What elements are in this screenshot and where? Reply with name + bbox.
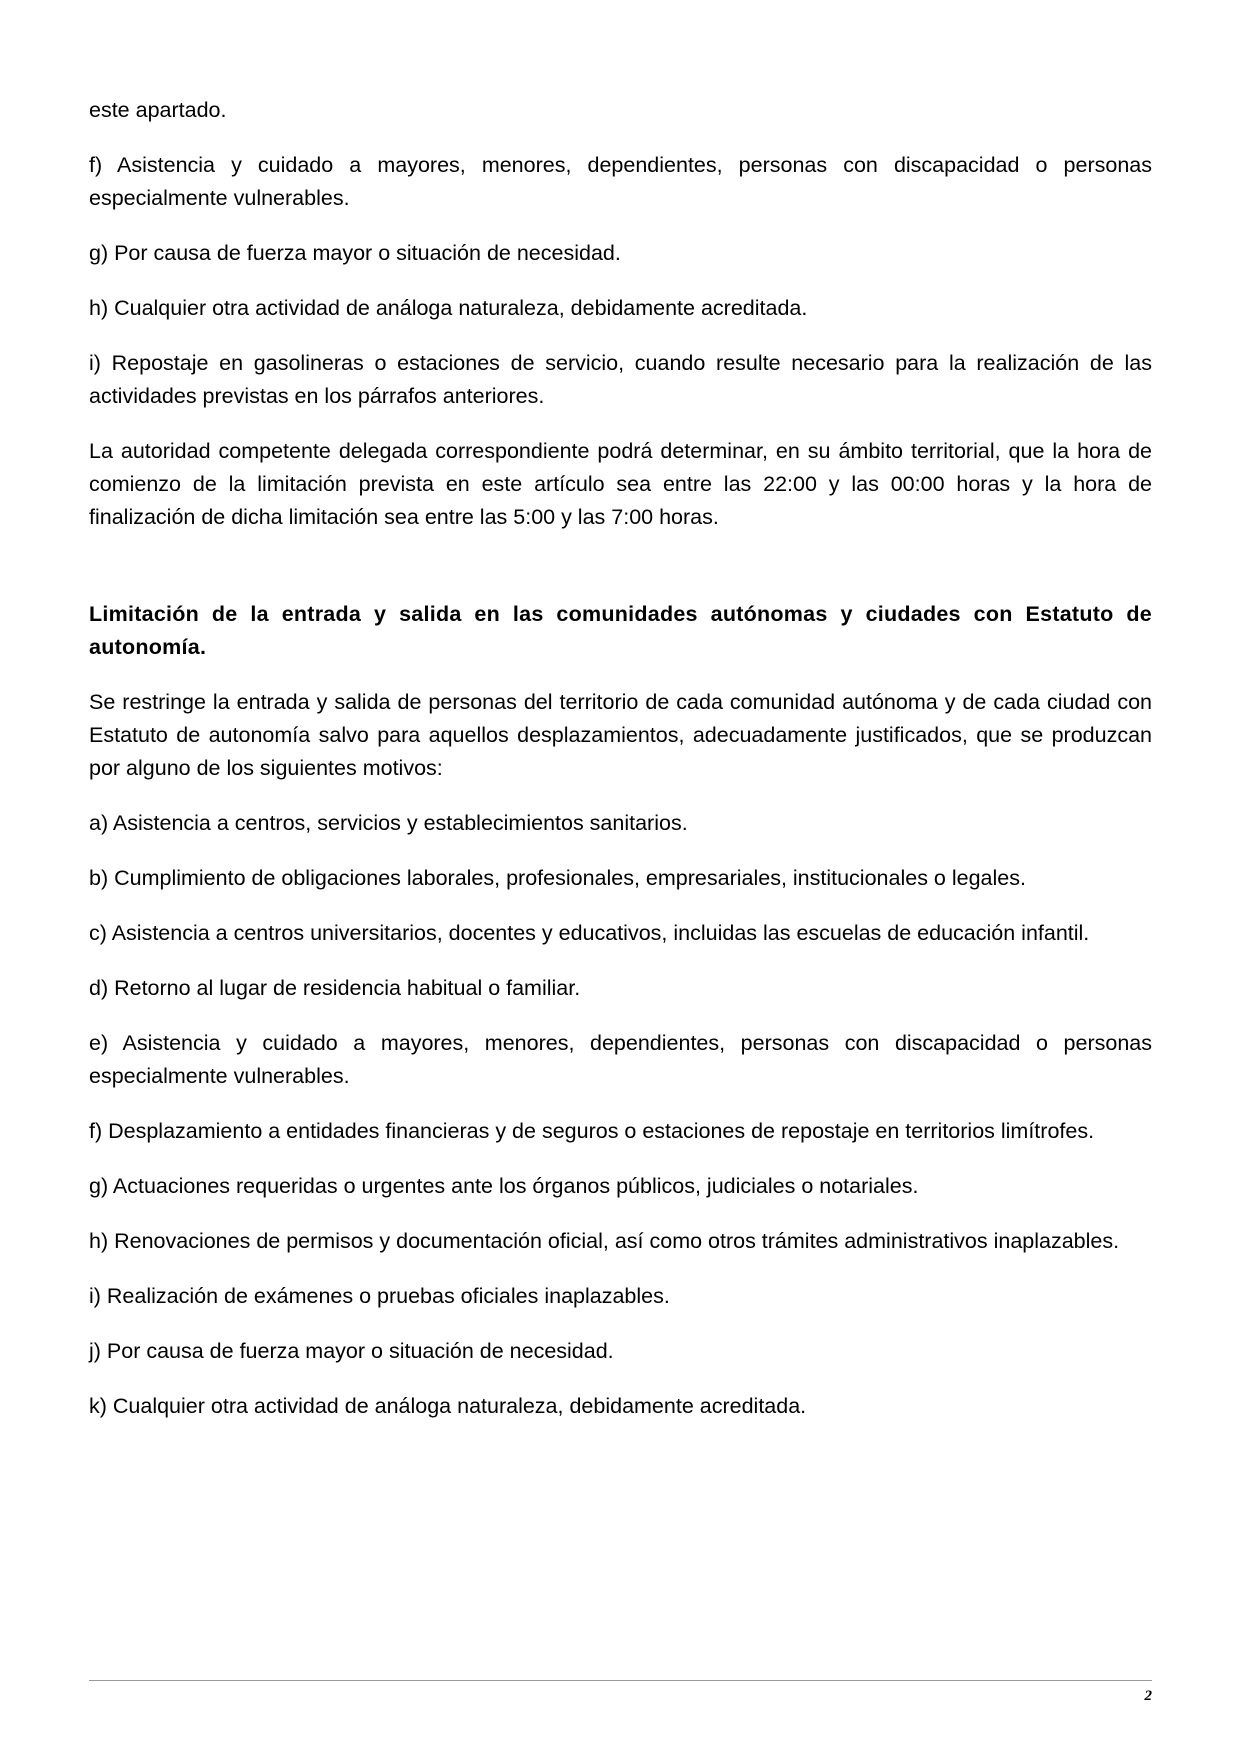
footer-divider: [89, 1680, 1152, 1681]
list-item-b: b) Cumplimiento de obligaciones laborales, profesionales, empresariales, institucionales o legales.: [89, 866, 1026, 890]
list-item-i: i) Realización de exámenes o pruebas oficiales inaplazables.: [89, 1284, 670, 1308]
list-item-g: g) Actuaciones requeridas o urgentes ante los órganos públicos, judiciales o notariales.: [89, 1174, 919, 1198]
list-item-continuation-i: i) Repostaje en gasolineras o estaciones de servicio, cuando resulte necesario para la realización de las actividades previstas en los párrafos anteriores.: [89, 351, 1152, 408]
page-number: 2: [1144, 1688, 1152, 1704]
list-item-continuation-f: f) Asistencia y cuidado a mayores, menores, dependientes, personas con discapacidad o personas especialmente vulnerables.: [89, 153, 1152, 210]
document-page: [89, 94, 1152, 1445]
list-item-a: a) Asistencia a centros, servicios y establecimientos sanitarios.: [89, 811, 688, 835]
section-spacer: [89, 556, 1152, 598]
section-heading: Limitación de la entrada y salida en las comunidades autónomas y ciudades con Estatuto de autonomía.: [89, 602, 1152, 659]
list-item-continuation-g: g) Por causa de fuerza mayor o situación de necesidad.: [89, 241, 621, 265]
section-intro: Se restringe la entrada y salida de personas del territorio de cada comunidad autónoma y de cada ciudad con Estatuto de autonomía salvo para aquellos desplazamientos, adecuadamente justificados, que se produzcan por alguno de los siguientes motivos:: [89, 690, 1152, 780]
list-item-f: f) Desplazamiento a entidades financieras y de seguros o estaciones de repostaje en territorios limítrofes.: [89, 1119, 1095, 1143]
list-item-d: d) Retorno al lugar de residencia habitual o familiar.: [89, 976, 581, 1000]
list-item-j: j) Por causa de fuerza mayor o situación de necesidad.: [89, 1339, 614, 1363]
paragraph-lead: este apartado.: [89, 98, 227, 122]
list-item-k: k) Cualquier otra actividad de análoga naturaleza, debidamente acreditada.: [89, 1394, 807, 1418]
list-item-c: c) Asistencia a centros universitarios, docentes y educativos, incluidas las escuelas de educación infantil.: [89, 921, 1090, 945]
list-item-h: h) Renovaciones de permisos y documentación oficial, así como otros trámites administrativos inaplazables.: [89, 1229, 1120, 1253]
paragraph-closing: La autoridad competente delegada correspondiente podrá determinar, en su ámbito territorial, que la hora de comienzo de la limitación prevista en este artículo sea entre las 22:00 y las 00:00 horas y la hora de finalización de dicha limitación sea entre las 5:00 y las 7:00 horas.: [89, 439, 1152, 529]
list-item-continuation-h: h) Cualquier otra actividad de análoga naturaleza, debidamente acreditada.: [89, 296, 808, 320]
list-item-e: e) Asistencia y cuidado a mayores, menores, dependientes, personas con discapacidad o personas especialmente vulnerables.: [89, 1031, 1152, 1088]
